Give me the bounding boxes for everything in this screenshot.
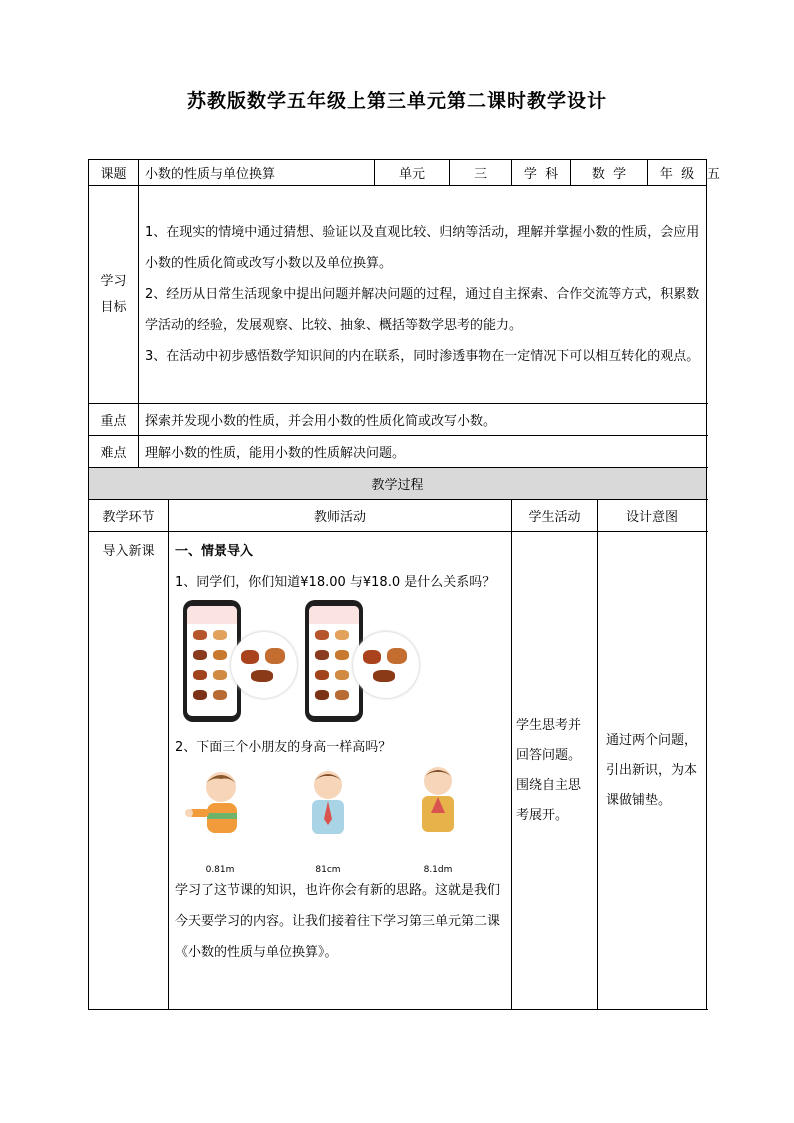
intro-design-intent: 通过两个问题，引出新识，为本课做铺垫。 [598, 532, 707, 1010]
product-zoom-right [353, 632, 419, 698]
topic-label: 课题 [89, 160, 139, 186]
col-teacher: 教师活动 [169, 500, 512, 532]
goals-content [139, 186, 707, 404]
intro-question-2: 2、下面三个小朋友的身高一样高吗？ [175, 740, 392, 755]
key-point-row [89, 404, 707, 436]
goals-label-line2: 目标 [100, 299, 127, 315]
goals-label-line1: 学习 [100, 273, 127, 289]
col-stage: 教学环节 [89, 500, 169, 532]
col-student: 学生活动 [512, 500, 598, 532]
phones-illustration [175, 598, 505, 732]
intro-stage: 导入新课 [89, 532, 169, 1010]
topic-value: 小数的性质与单位换算 [139, 160, 375, 186]
unit-label: 单元 [375, 160, 450, 186]
intro-question-1: 1、同学们，你们知道¥18.00 与¥18.0 是什么关系吗？ [175, 575, 496, 590]
intro-row [89, 532, 707, 1010]
goals-row [89, 186, 707, 404]
difficulty-text: 理解小数的性质，能用小数的性质解决问题。 [139, 436, 707, 468]
product-zoom-left [231, 632, 297, 698]
info-row: 课题 小数的性质与单位换算 单元 三 学 科 数 学 年 级 五 [89, 160, 707, 186]
height-label-1: 0.81m [205, 865, 235, 875]
child-1-image [183, 769, 253, 849]
difficulty-row [89, 436, 707, 468]
goal-item: 1、在现实的情境中通过猜想、验证以及直观比较、归纳等活动，理解并掌握小数的性质，会应用小数的性质化简或改写小数以及单位换算。 [145, 225, 700, 271]
intro-heading: 一、情景导入 [175, 544, 254, 559]
child-3-image [413, 763, 463, 847]
children-illustration [175, 763, 505, 875]
lesson-plan-table [88, 159, 721, 1010]
process-header-row [89, 468, 707, 500]
goal-item: 2、经历从日常生活现象中提出问题并解决问题的过程，通过自主探索、合作交流等方式，积累数学活动的经验，发展观察、比较、抽象、概括等数学思考的能力。 [145, 287, 700, 333]
intro-student-activity: 学生思考并回答问题。围绕自主思考展开。 [512, 532, 598, 1010]
unit-value: 三 [450, 160, 512, 186]
key-point-text: 探索并发现小数的性质，并会用小数的性质化简或改写小数。 [139, 404, 707, 436]
goals-label [89, 186, 139, 404]
goal-item: 3、在活动中初步感悟数学知识间的内在联系，同时渗透事物在一定情况下可以相互转化的观点。 [145, 349, 700, 364]
height-label-3: 8.1dm [423, 865, 453, 875]
intro-teacher-activity [169, 532, 512, 1010]
subject-label: 学 科 [512, 160, 571, 186]
height-label-2: 81cm [315, 865, 341, 875]
process-header: 教学过程 [89, 468, 707, 500]
difficulty-label: 难点 [89, 436, 139, 468]
grade-label: 年 级 [648, 160, 707, 186]
child-2-image [303, 767, 353, 847]
col-intent: 设计意图 [598, 500, 707, 532]
key-point-label: 重点 [89, 404, 139, 436]
column-header-row [89, 500, 707, 532]
subject-value: 数 学 [571, 160, 648, 186]
intro-closing: 学习了这节课的知识，也许你会有新的思路。这就是我们今天要学习的内容。让我们接着往下学习第三单元第二课《小数的性质与单位换算》。 [175, 883, 501, 960]
document-title: 苏教版数学五年级上第三单元第二课时教学设计 [186, 90, 607, 112]
